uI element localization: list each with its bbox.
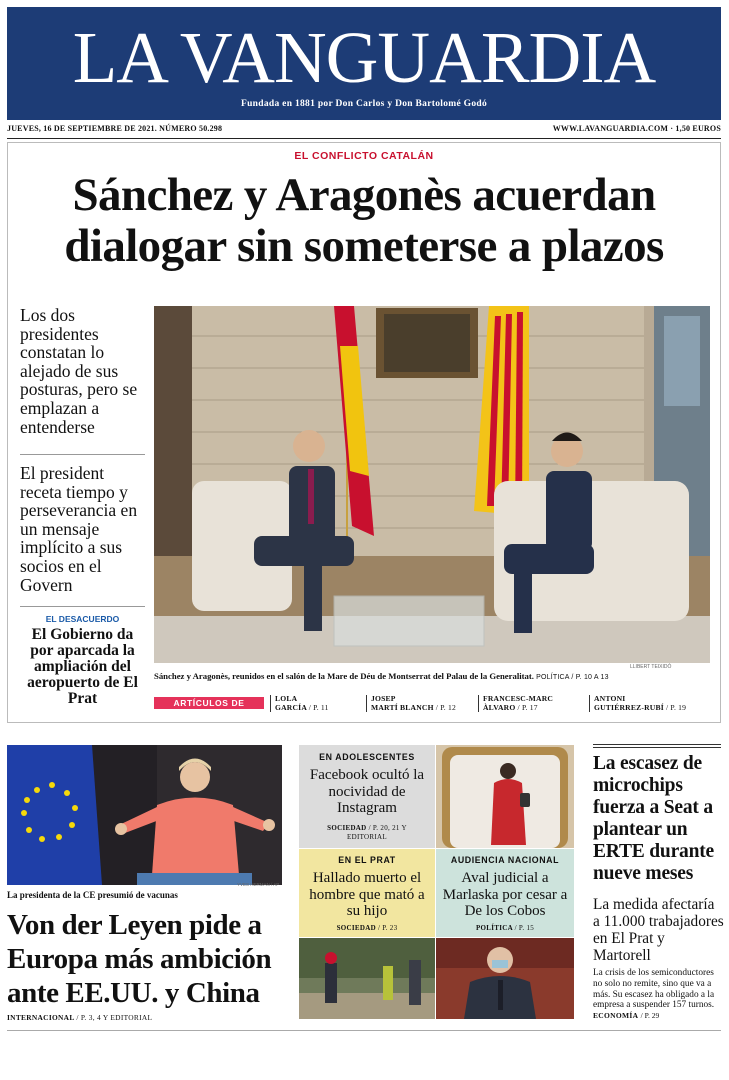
vdl-page: / P. 3, 4 Y EDITORIAL (76, 1013, 153, 1022)
von-der-leyen-image (7, 745, 282, 885)
columnist-lola-garcia[interactable] (270, 695, 362, 712)
vdl-section: INTERNACIONAL (7, 1013, 75, 1022)
facebook-box[interactable] (299, 745, 435, 848)
audiencia-page: / P. 15 (514, 924, 535, 932)
lead-divider (20, 454, 145, 455)
facebook-page: / P. 20, 21 Y (368, 824, 407, 832)
marlaska-photo[interactable] (436, 938, 574, 1019)
top-rule (7, 138, 721, 139)
vdl-section-ref[interactable] (7, 1013, 287, 1022)
main-lead-2: El president receta tiempo y perseverancia en un mensaje implícito a sus socios en el Govern (20, 463, 138, 595)
facebook-section-ref (299, 824, 435, 832)
el-prat-headline: Hallado muerto el hombre que mató a su hijo (309, 870, 425, 919)
main-caption-ref[interactable]: POLÍTICA / P. 10 A 13 (536, 674, 609, 681)
meeting-photo-image (154, 306, 710, 663)
el-prat-box[interactable] (299, 849, 435, 937)
bottom-rule (7, 1030, 721, 1031)
instagram-image (436, 745, 574, 848)
seat-body (593, 968, 719, 1022)
audiencia-section: POLÍTICA (475, 924, 513, 932)
website-price: WWW.LAVANGUARDIA.COM · 1,50 EUROS (552, 124, 721, 133)
el-prat-section: SOCIEDAD (336, 924, 376, 932)
articulos-label: ARTÍCULOS DE (154, 697, 264, 709)
columnist-page: / P. 11 (308, 702, 329, 712)
audiencia-kicker: AUDIENCIA NACIONAL (450, 855, 560, 865)
columnist-antoni-gutierrez[interactable] (589, 695, 717, 712)
audiencia-box[interactable] (436, 849, 574, 937)
columnist-page: / P. 17 (517, 702, 538, 712)
seat-rule-2 (593, 747, 721, 748)
facebook-page-2: EDITORIAL (347, 833, 387, 841)
facebook-kicker: EN ADOLESCENTES (319, 752, 415, 762)
vdl-headline[interactable]: Von der Leyen pide a Europa más ambición ante EE.UU. y China (7, 909, 272, 1009)
main-photo-credit: LLIBERT TEIXIDÓ (630, 664, 672, 670)
columnist-last-name: MARTÍ BLANCH (371, 702, 434, 712)
columnist-page: / P. 12 (435, 702, 456, 712)
columnist-first-name: ANTONI (594, 694, 626, 703)
columnist-first-name: JOSEP (371, 694, 396, 703)
main-photo-caption (154, 671, 714, 681)
date-issue: JUEVES, 16 DE SEPTIEMBRE DE 2021. NÚMERO 50.298 (7, 124, 223, 133)
el-prat-section-ref (299, 924, 435, 932)
seat-rule-1 (593, 744, 721, 745)
marlaska-image (436, 938, 574, 1019)
audiencia-headline: Aval judicial a Marlaska por cesar a De los Cobos (442, 870, 568, 919)
main-caption-text: Sánchez y Aragonès, reunidos en el salón de la Mare de Déu de Montserrat del Palau de la Generalitat. (154, 671, 534, 681)
instagram-photo[interactable] (436, 745, 574, 848)
columnist-page: / P. 19 (666, 702, 687, 712)
el-prat-photo[interactable] (299, 938, 435, 1019)
main-headline[interactable]: Sánchez y Aragonès acuerdan dialogar sin someterse a plazos (64, 169, 664, 272)
columnist-josep-marti[interactable] (366, 695, 474, 712)
columnist-francesc-marc[interactable] (478, 695, 586, 712)
main-kicker: EL CONFLICTO CATALÁN (294, 150, 434, 162)
desacuerdo-divider (20, 606, 145, 607)
vdl-photo-credit: YVES HERMAN / AP (237, 882, 280, 887)
columnist-last-name: ÀLVARO (483, 702, 516, 712)
el-prat-kicker: EN EL PRAT (338, 855, 396, 865)
seat-section[interactable]: ECONOMÍA (593, 1011, 639, 1021)
vdl-caption: La presidenta de la CE presumió de vacunas (7, 890, 178, 900)
main-lead-1: Los dos presidentes constatan lo alejado de sus posturas, pero se emplazan a entenderse (20, 305, 138, 437)
main-photo[interactable] (154, 306, 710, 663)
columnist-last-name: GUTIÉRREZ-RUBÍ (594, 702, 664, 712)
seat-headline[interactable]: La escasez de microchips fuerza a Seat a plantear un ERTE durante nueve meses (593, 753, 714, 884)
audiencia-section-ref (436, 924, 574, 932)
columnist-last-name: GARCÍA (275, 702, 307, 712)
desacuerdo-kicker: EL DESACUERDO (45, 614, 120, 624)
police-forest-image (299, 938, 435, 1019)
columnist-first-name: FRANCESC-MARC (483, 694, 554, 703)
seat-lead: La medida afectaría a 11.000 trabajadores en El Prat y Martorell (593, 896, 724, 964)
seat-page: / P. 29 (640, 1011, 660, 1021)
von-der-leyen-photo[interactable] (7, 745, 282, 885)
facebook-section: SOCIEDAD (327, 824, 367, 832)
seat-body-text: La crisis de los semiconductores no solo no remite, sino que va a más. Su escasez ha obligado a la empresa a suspender 157 turnos. (593, 968, 715, 1011)
masthead-banner (7, 7, 721, 120)
el-prat-page: / P. 23 (378, 924, 398, 932)
facebook-headline: Facebook ocultó la nocividad de Instagram (309, 767, 425, 816)
masthead-title: LA VANGUARDIA (72, 17, 656, 98)
desacuerdo-headline[interactable]: El Gobierno da por aparcada la ampliación del aeropuerto de El Prat (27, 626, 138, 707)
columnist-first-name: LOLA (275, 694, 298, 703)
masthead-subtitle: Fundada en 1881 por Don Carlos y Don Bartolomé Godó (240, 99, 488, 109)
